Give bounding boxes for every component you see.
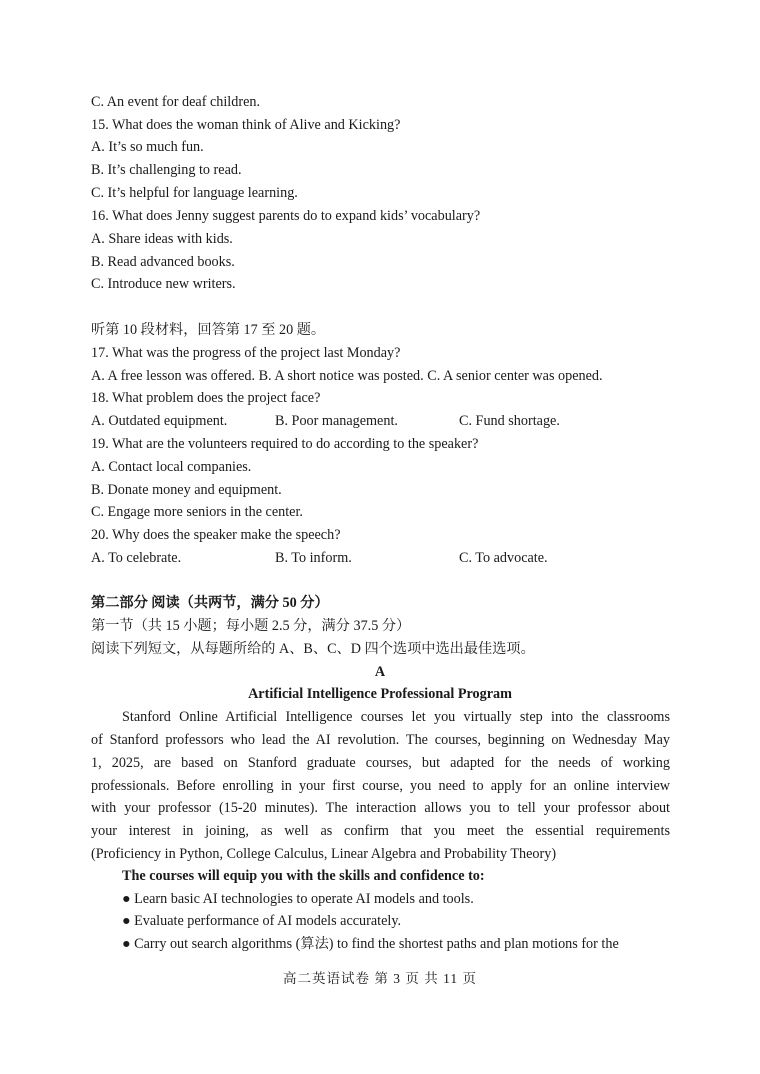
part2-heading: 第二部分 阅读（共两节，满分 50 分） bbox=[91, 595, 329, 611]
paragraph-line-3: 1, 2025, are based on Stanford graduate courses, but adapted for the needs of working bbox=[91, 755, 670, 771]
bullet-2: ● Evaluate performance of AI models accurately. bbox=[122, 913, 402, 929]
option-20a: A. To celebrate. bbox=[91, 550, 182, 566]
section1-heading: 第一节（共 15 小题；每小题 2.5 分，满分 37.5 分） bbox=[91, 618, 411, 634]
question-15: 15. What does the woman think of Alive and Kicking? bbox=[91, 117, 401, 133]
bullet-1: ● Learn basic AI technologies to operate AI models and tools. bbox=[122, 891, 474, 907]
option-16b: B. Read advanced books. bbox=[91, 254, 235, 270]
paragraph-line-7: (Proficiency in Python, College Calculus, Linear Algebra and Probability Theory) bbox=[91, 846, 557, 862]
paragraph-line-6: your interest in joining, as well as confirm that you meet the essential requirements bbox=[91, 823, 670, 839]
skills-heading: The courses will equip you with the skills and confidence to: bbox=[122, 868, 485, 884]
option-15c: C. It’s helpful for language learning. bbox=[91, 185, 298, 201]
option-18a: A. Outdated equipment. bbox=[91, 413, 228, 429]
option-19b: B. Donate money and equipment. bbox=[91, 482, 282, 498]
paragraph-line-5: with your professor (15-20 minutes). The interaction allows you to tell your professor about bbox=[91, 800, 670, 816]
paragraph-line-1: Stanford Online Artificial Intelligence courses let you virtually step into the classrooms bbox=[122, 709, 670, 725]
option-20b: B. To inform. bbox=[275, 550, 352, 566]
question-20: 20. Why does the speaker make the speech? bbox=[91, 527, 341, 543]
option-16a: A. Share ideas with kids. bbox=[91, 231, 233, 247]
reading-instruction: 阅读下列短文，从每题所给的 A、B、C、D 四个选项中选出最佳选项。 bbox=[91, 641, 535, 657]
option-20c: C. To advocate. bbox=[459, 550, 548, 566]
question-18: 18. What problem does the project face? bbox=[91, 390, 321, 406]
paragraph-line-2: of Stanford professors who lead the AI revolution. The courses, beginning on Wednesday May bbox=[91, 732, 670, 748]
passage-letter: A bbox=[374, 664, 386, 680]
section10-instruction: 听第 10 段材料，回答第 17 至 20 题。 bbox=[91, 322, 326, 338]
question-17: 17. What was the progress of the project last Monday? bbox=[91, 345, 401, 361]
passage-title: Artificial Intelligence Professional Program bbox=[248, 686, 512, 702]
question-16: 16. What does Jenny suggest parents do to expand kids’ vocabulary? bbox=[91, 208, 481, 224]
options-17: A. A free lesson was offered. B. A short notice was posted. C. A senior center was opened. bbox=[91, 368, 603, 384]
bullet-3: ● Carry out search algorithms (算法) to find the shortest paths and plan motions for the bbox=[122, 936, 619, 952]
paragraph-line-4: professionals. Before enrolling in your first course, you need to apply for an online interview bbox=[91, 778, 670, 794]
option-18c: C. Fund shortage. bbox=[459, 413, 560, 429]
option-14c: C. An event for deaf children. bbox=[91, 94, 261, 110]
option-18b: B. Poor management. bbox=[275, 413, 398, 429]
option-19a: A. Contact local companies. bbox=[91, 459, 252, 475]
page-footer: 高二英语试卷 第 3 页 共 11 页 bbox=[283, 971, 477, 986]
option-16c: C. Introduce new writers. bbox=[91, 276, 236, 292]
option-15a: A. It’s so much fun. bbox=[91, 139, 204, 155]
option-19c: C. Engage more seniors in the center. bbox=[91, 504, 303, 520]
question-19: 19. What are the volunteers required to do according to the speaker? bbox=[91, 436, 479, 452]
option-15b: B. It’s challenging to read. bbox=[91, 162, 242, 178]
